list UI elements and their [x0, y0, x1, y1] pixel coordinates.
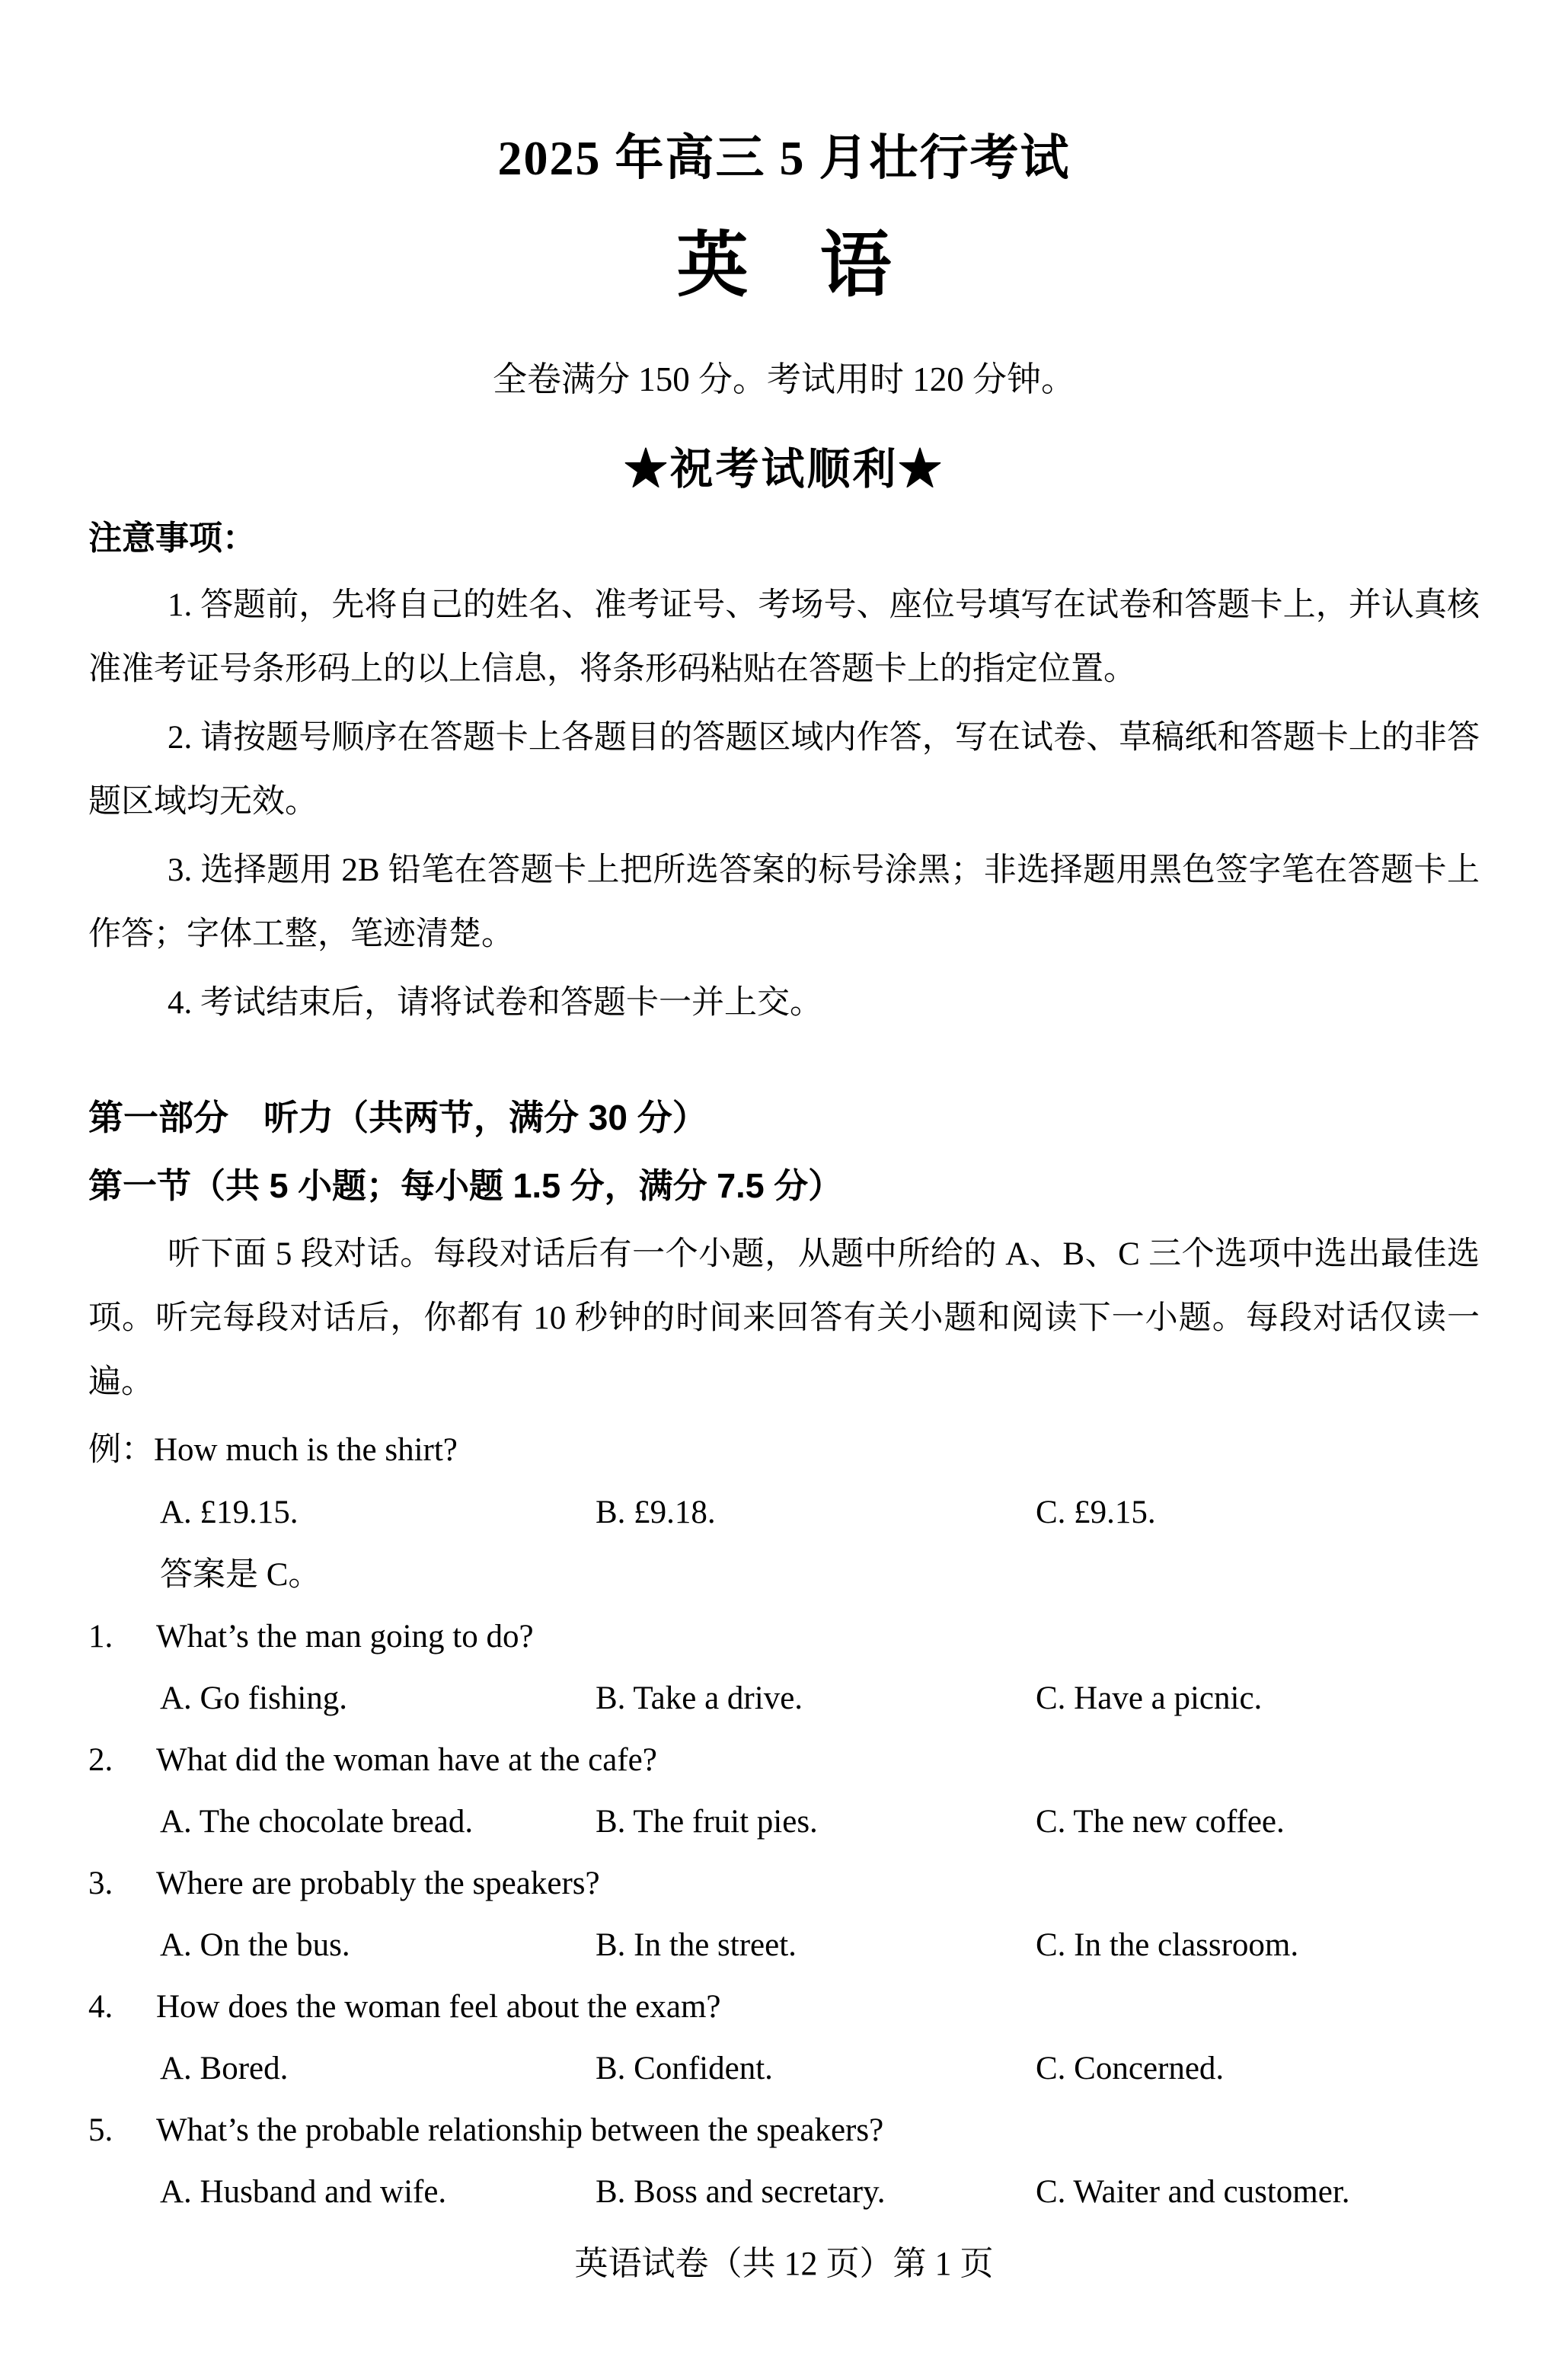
question-1-number: 1. — [88, 1619, 113, 1655]
question-1-option-c: C. Have a picnic. — [1036, 1680, 1263, 1716]
question-4-option-c: C. Concerned. — [1036, 2051, 1225, 2086]
notice-item-1: 1. 答题前，先将自己的姓名、准考证号、考场号、座位号填写在试卷和答题卡上，并认真核准准考证号条形码上的以上信息，将条形码粘贴在答题卡上的指定位置。 — [88, 587, 1480, 687]
question-1-options — [160, 1667, 1480, 1730]
question-1-option-a: A. Go fishing. — [160, 1680, 348, 1716]
question-4-option-a: A. Bored. — [160, 2051, 289, 2086]
question-2-option-b: B. The fruit pies. — [596, 1804, 818, 1840]
question-3-options — [160, 1914, 1480, 1977]
question-2-number: 2. — [88, 1742, 113, 1778]
question-4-number: 4. — [88, 1989, 113, 2025]
example-option-c: C. £9.15. — [1036, 1495, 1156, 1530]
question-1 — [88, 1607, 1480, 1667]
question-4 — [88, 1977, 1480, 2038]
question-2-option-c: C. The new coffee. — [1036, 1804, 1285, 1840]
question-1-option-b: B. Take a drive. — [596, 1680, 803, 1716]
page-footer: 英语试卷（共 12 页）第 1 页 — [574, 2245, 994, 2282]
example-options — [160, 1482, 1480, 1544]
question-4-text: How does the woman feel about the exam? — [156, 1989, 721, 2025]
notice-item-4: 4. 考试结束后，请将试卷和答题卡一并上交。 — [168, 985, 822, 1021]
notice-item-3: 3. 选择题用 2B 铅笔在答题卡上把所选答案的标号涂黑；非选择题用黑色签字笔在答题卡上作答；字体工整，笔迹清楚。 — [88, 852, 1480, 952]
question-3-text: Where are probably the speakers? — [156, 1866, 600, 1901]
question-2-text: What did the woman have at the cafe? — [156, 1742, 657, 1778]
question-2 — [88, 1730, 1480, 1791]
page-content — [88, 0, 1480, 2224]
good-luck-banner: ★祝考试顺利★ — [624, 446, 944, 494]
example-question: 例：How much is the shirt? — [88, 1432, 458, 1468]
question-5 — [88, 2100, 1480, 2161]
question-4-options — [160, 2038, 1480, 2100]
exam-meta: 全卷满分 150 分。考试用时 120 分钟。 — [492, 360, 1075, 398]
question-5-number: 5. — [88, 2112, 113, 2148]
question-5-text: What’s the probable relationship between the speakers? — [156, 2112, 884, 2148]
question-3 — [88, 1853, 1480, 1914]
part1-heading: 第一部分 听力（共两节，满分 30 分） — [88, 1098, 707, 1137]
example-option-b: B. £9.18. — [596, 1495, 716, 1530]
section1-heading: 第一节（共 5 小题；每小题 1.5 分，满分 7.5 分） — [88, 1166, 843, 1205]
exam-title: 2025 年高三 5 月壮行考试 — [497, 131, 1071, 185]
example-option-a: A. £19.15. — [160, 1495, 299, 1530]
question-3-option-b: B. In the street. — [596, 1927, 797, 1963]
question-5-option-b: B. Boss and secretary. — [596, 2174, 886, 2210]
question-5-option-c: C. Waiter and customer. — [1036, 2174, 1350, 2210]
question-5-option-a: A. Husband and wife. — [160, 2174, 447, 2210]
notice-item-2: 2. 请按题号顺序在答题卡上各题目的答题区域内作答，写在试卷、草稿纸和答题卡上的非答题区域均无效。 — [88, 720, 1480, 820]
question-3-number: 3. — [88, 1866, 113, 1901]
question-2-option-a: A. The chocolate bread. — [160, 1804, 474, 1840]
subject-title: 英 语 — [676, 226, 892, 305]
question-5-options — [160, 2161, 1480, 2224]
question-3-option-c: C. In the classroom. — [1036, 1927, 1299, 1963]
section1-intro: 听下面 5 段对话。每段对话后有一个小题，从题中所给的 A、B、C 三个选项中选出最佳选项。听完每段对话后，你都有 10 秒钟的时间来回答有关小题和阅读下一小题。每段对话仅读一遍。 — [88, 1236, 1480, 1400]
question-2-options — [160, 1791, 1480, 1853]
question-1-text: What’s the man going to do? — [156, 1619, 534, 1655]
example-answer-note: 答案是 C。 — [160, 1557, 321, 1593]
question-4-option-b: B. Confident. — [596, 2051, 773, 2086]
question-3-option-a: A. On the bus. — [160, 1927, 350, 1963]
notice-title: 注意事项： — [88, 520, 256, 557]
